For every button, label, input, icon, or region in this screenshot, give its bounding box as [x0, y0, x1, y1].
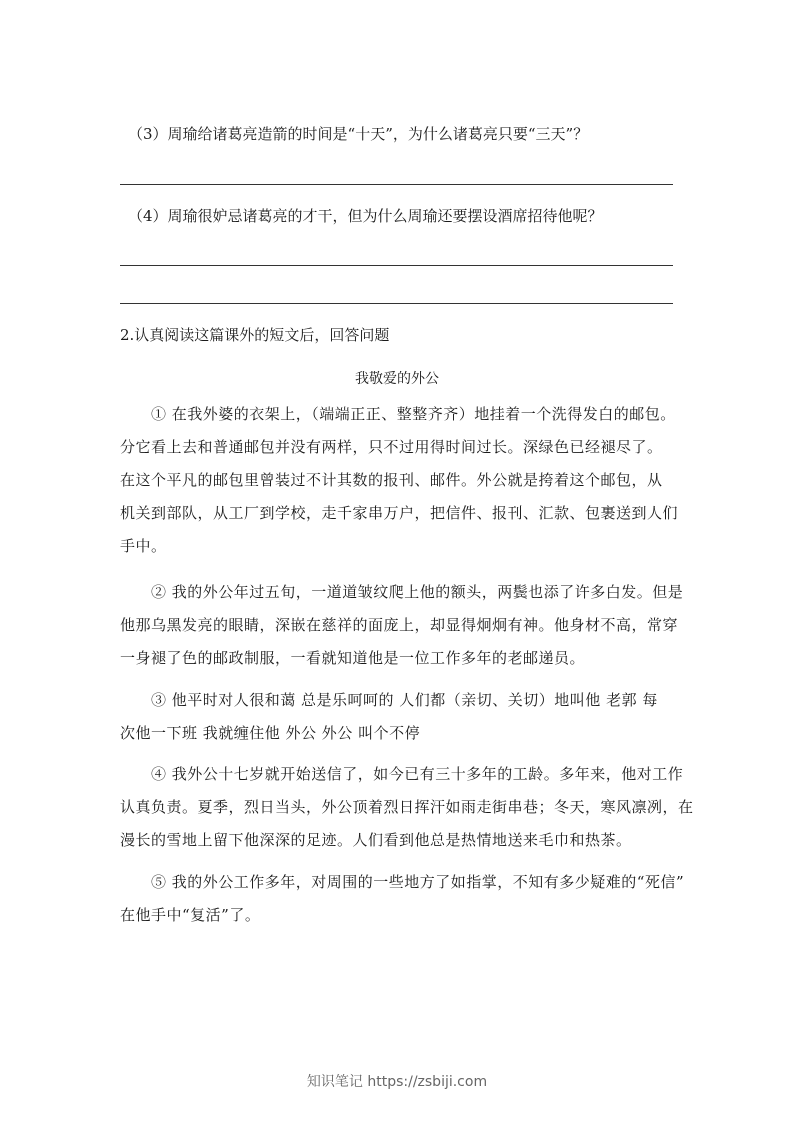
answer-line-q4-1	[120, 265, 673, 266]
paragraph-line: 认真负责。夏季，烈日当头，外公顶着烈日挥汗如雨走街串巷；冬天，寒风凛冽，在	[120, 798, 694, 816]
question-3: （3）周瑜给诸葛亮造箭的时间是“十天”，为什么诸葛亮只要“三天”？	[128, 125, 589, 143]
paragraph-3	[120, 684, 680, 750]
paragraph-line: 机关到部队，从工厂到学校，走千家串万户，把信件、报刊、汇款、包裹送到人们	[120, 504, 679, 522]
paragraph-line: ② 我的外公年过五旬，一道道皱纹爬上他的额头，两鬓也添了许多白发。但是	[120, 583, 684, 601]
paragraph-line: 手中。	[120, 537, 167, 555]
answer-line-q4-2	[120, 303, 673, 304]
paragraph-2	[120, 576, 684, 675]
paragraph-line: 在这个平凡的邮包里曾装过不计其数的报刊、邮件。外公就是挎着这个邮包，从	[120, 471, 663, 489]
answer-line-q3	[120, 184, 673, 185]
question-4: （4）周瑜很妒忌诸葛亮的才干，但为什么周瑜还要摆设酒席招待他呢？	[128, 207, 603, 225]
paragraph-line: 分它看上去和普通邮包并没有两样，只不过用得时间过长。深绿色已经褪尽了。	[120, 438, 663, 456]
paragraph-line: ③ 他平时对人很和蔼 总是乐呵呵的 人们都（亲切、关切）地叫他 老郭 每	[120, 691, 658, 709]
paragraph-line: 一身褪了色的邮政制服，一看就知道他是一位工作多年的老邮递员。	[120, 649, 586, 667]
paragraph-line: 次他一下班 我就缠住他 外公 外公 叫个不停	[120, 724, 421, 742]
paragraph-line: 漫长的雪地上留下他深深的足迹。人们看到他总是热情地送来毛巾和热茶。	[120, 831, 632, 849]
paragraph-5	[120, 866, 685, 932]
paragraph-line: ⑤ 我的外公工作多年，对周围的一些地方了如指掌，不知有多少疑难的“死信”	[120, 873, 685, 891]
section-heading: 2.认真阅读这篇课外的短文后，回答问题	[120, 326, 390, 344]
paragraph-line: ④ 我外公十七岁就开始送信了，如今已有三十多年的工龄。多年来，他对工作	[120, 765, 684, 783]
paragraph-4	[120, 758, 694, 857]
paragraph-1	[120, 398, 680, 563]
footer-site-link[interactable]: 知识笔记 https://zsbiji.com	[306, 1074, 488, 1090]
paragraph-line: ① 在我外婆的衣架上，（端端正正、整整齐齐）地挂着一个洗得发白的邮包。	[120, 405, 676, 423]
paragraph-line: 在他手中“复活”了。	[120, 906, 261, 924]
paragraph-line: 他那乌黑发亮的眼睛，深嵌在慈祥的面庞上，却显得炯炯有神。他身材不高，常穿	[120, 616, 679, 634]
essay-title: 我敬爱的外公	[355, 371, 439, 387]
